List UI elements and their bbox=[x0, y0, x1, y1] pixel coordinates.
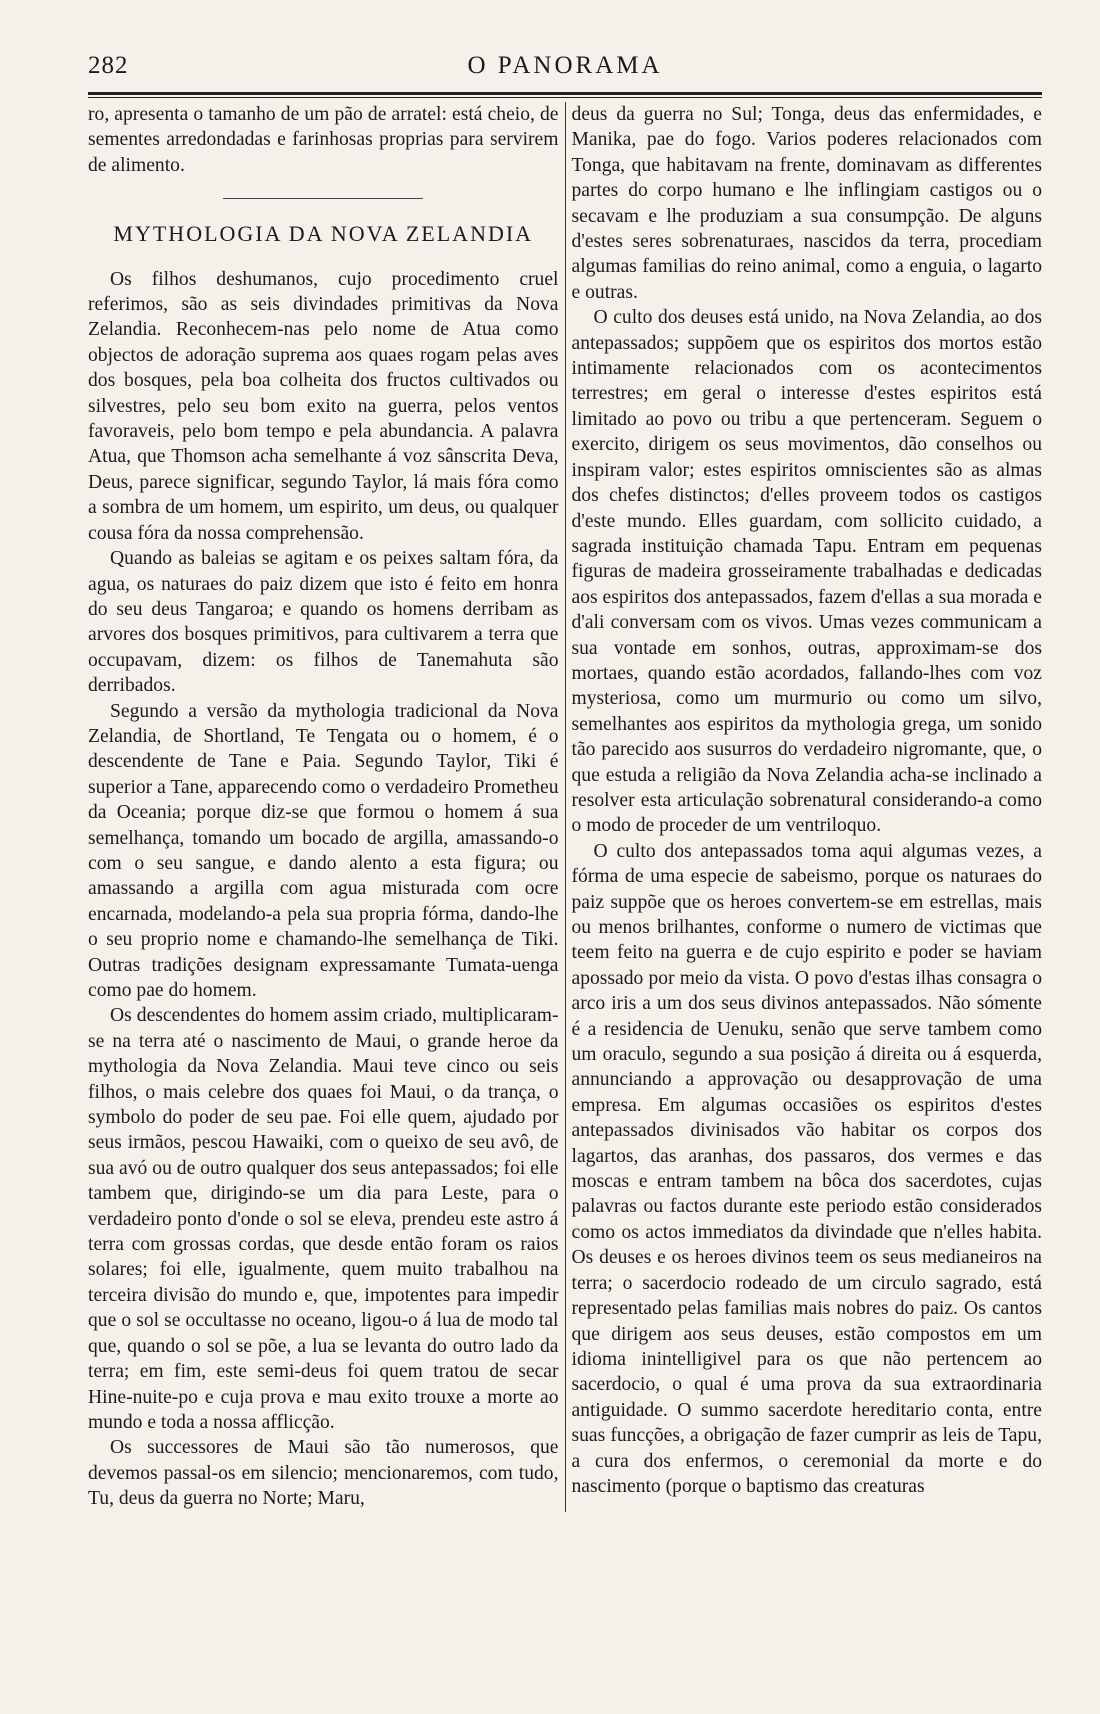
paragraph: O culto dos deuses está unido, na Nova Zelandia, ao dos antepassados; suppõem que os espiritos dos mortos estão intimamente relacionados com os acontecimentos terrestres; em geral o interesse d'estes espiritos está limitado ao povo ou tribu a que pertenceram. Seguem o exercito, dirigem os seus movimentos, dão conselhos ou inspiram valor; estes espiritos omniscientes são as almas dos chefes distinctos; d'elles proveem todos os castigos d'este mundo. Elles guardam, com sollicito cuidado, a sagrada instituição chamada Tapu. Entram em pequenas figuras de madeira grosseiramente trabalhadas e dedicadas aos espiritos dos antepassados, fazem d'ellas a sua morada e d'ali conversam com os vivos. Umas vezes communicam a sua vontade em sonhos, outras, approximam-se dos mortaes, quando estão acordados, fallando-lhes com voz mysteriosa, como um murmurio ou como um silvo, semelhantes aos espiritos da mythologia grega, um sonido tão parecido aos susurros do verdadeiro nigromante, que, o que estuda a religião da Nova Zelandia acha-se inclinado a resolver esta articulação sobrenatural considerando-a como o modo de proceder de um ventriloquo. bbox=[571, 307, 1042, 837]
section-divider bbox=[223, 198, 423, 199]
paragraph: O culto dos antepassados toma aqui algumas vezes, a fórma de uma especie de sabeismo, porque os naturaes do paiz suppõe que os heroes convertem-se em estrellas, mais ou menos brilhantes, conforme o numero de victimas que teem feito na guerra e de cujo espirito e poder se haviam apossado por meio da vista. O povo d'estas ilhas consagra o arco iris a um dos seus divinos antepassados. Não sómente é a residencia de Uenuku, senão que serve tambem como um oraculo, segundo a sua posição á direita ou á esquerda, annunciando a approvação ou desapprovação de uma empresa. Em algumas occasiões os espiritos d'estes antepassados divinisados vão habitar os corpos dos lagartos, das aranhas, dos passaros, dos vermes e das moscas e entram tambem na bôca dos sacerdotes, cujas palavras ou factos durante este periodo estão considerados como os actos immediatos da divindade que n'elles habita. Os deuses e os heroes divinos teem os seus medianeiros na terra; o sacerdocio rodeado de um circulo sagrado, está representado pelas familias mais nobres do paiz. Os cantos que dirigem aos seus deuses, estão compostos em um idioma inintelligivel para os que não pertencem ao sacerdocio, o qual é uma prova da sua extraordinaria antiguidade. O summo sacerdote hereditario conta, entre suas funcções, a obrigação de fazer cumprir as leis de Tapu, a cura dos enfermos, o ceremonial da morte e do nascimento (porque o baptismo das creaturas bbox=[571, 840, 1042, 1497]
paragraph: Quando as baleias se agitam e os peixes saltam fóra, da agua, os naturaes do paiz dizem que isto é feito em honra do seu deus Tangaroa; e quando os homens derribam as arvores dos bosques primitivos, para cultivarem a terra que occupavam, dizem: os filhos de Tanemahuta são derribados. bbox=[88, 548, 559, 697]
page-header bbox=[88, 52, 1042, 86]
paragraph: Os successores de Maui são tão numerosos, que devemos passal-os em silencio; mencionaremos, com tudo, Tu, deus da guerra no Norte; Maru, bbox=[88, 1437, 559, 1510]
paragraph: Os filhos deshumanos, cujo procedimento cruel referimos, são as seis divindades primitivas da Nova Zelandia. Reconhecem-nas pelo nome de Atua como objectos de adoração suprema aos quaes rogam pelas aves dos bosques, pela boa colheita dos fructos cultivados ou silvestres, pelo seu bom exito na guerra, pelos ventos favoraveis, pelo bom tempo e pela abundancia. A palavra Atua, que Thomson acha semelhante á voz sânscrita Deva, Deus, parece significar, segundo Taylor, lá mais fóra como a sombra de um homem, um espirito, um deus, ou qualquer cousa fóra da nossa comprehensão. bbox=[88, 268, 559, 544]
paragraph: Segundo a versão da mythologia tradicional da Nova Zelandia, de Shortland, Te Tengata ou o homem, é o descendente de Tane e Paia. Segundo Taylor, Tiki é superior a Tane, apparecendo como o verdadeiro Prometheu da Oceania; porque diz-se que formou o homem á sua semelhança, tomando um bocado de argilla, amassando-o com o seu sangue, e dando alento a esta figura; ou amassando a argilla com agua misturada com ocre encarnada, modelando-a pela sua propria fórma, dando-lhe o seu proprio nome e chamando-lhe semelhança de Tiki. Outras tradições designam expressamante Tumata-uenga como pae do homem. bbox=[88, 700, 559, 1001]
header-rule bbox=[88, 92, 1042, 98]
right-column bbox=[566, 102, 1043, 1512]
two-column-body bbox=[88, 102, 1042, 1512]
page-number: 282 bbox=[88, 52, 129, 79]
left-column bbox=[88, 102, 565, 1512]
running-title: O PANORAMA bbox=[467, 52, 663, 79]
section-title: MYTHOLOGIA DA NOVA ZELANDIA bbox=[113, 221, 534, 247]
paragraph: Os descendentes do homem assim criado, multiplicaram-se na terra até o nascimento de Maui, o grande heroe da mythologia da Nova Zelandia. Maui teve cinco ou seis filhos, o mais celebre dos quaes foi Maui, o da trança, o symbolo do poder de seu pae. Foi elle quem, ajudado por seus irmãos, pescou Hawaiki, com o queixo de seu avô, de sua avó ou de outro qualquer dos seus antepassados; foi elle tambem que, dirigindo-se um dia para Leste, para o verdadeiro ponto d'onde o sol se eleva, prendeu este astro á terra com grossas cordas, que desde então foram os raios solares; foi elle, igualmente, quem muito trabalhou na terceira divisão do mundo e, que, impotentes para impedir que o sol se occultasse no oceano, ligou-o á lua de modo tal que, quando o sol se põe, a lua se levanta do outro lado da terra; em fim, este semi-deus foi quem tratou de secar Hine-nuite-po e cuja prova e mau exito trouxe a morte ao mundo e toda a nossa afflicção. bbox=[88, 1005, 559, 1433]
continued-paragraph: ro, apresenta o tamanho de um pão de arratel: está cheio, de sementes arredondadas e farinhosas proprias para servirem de alimento. bbox=[88, 104, 559, 176]
continued-paragraph: deus da guerra no Sul; Tonga, deus das enfermidades, e Manika, pae do fogo. Varios poderes relacionados com Tonga, que habitavam na frente, dominavam as differentes partes do corpo humano e lhe inflingiam castigos ou o secavam e lhe produziam a sua consumpção. De alguns d'estes seres sobrenaturaes, nascidos da terra, procediam algumas familias do reino animal, como a enguia, o lagarto e outras. bbox=[571, 104, 1042, 303]
